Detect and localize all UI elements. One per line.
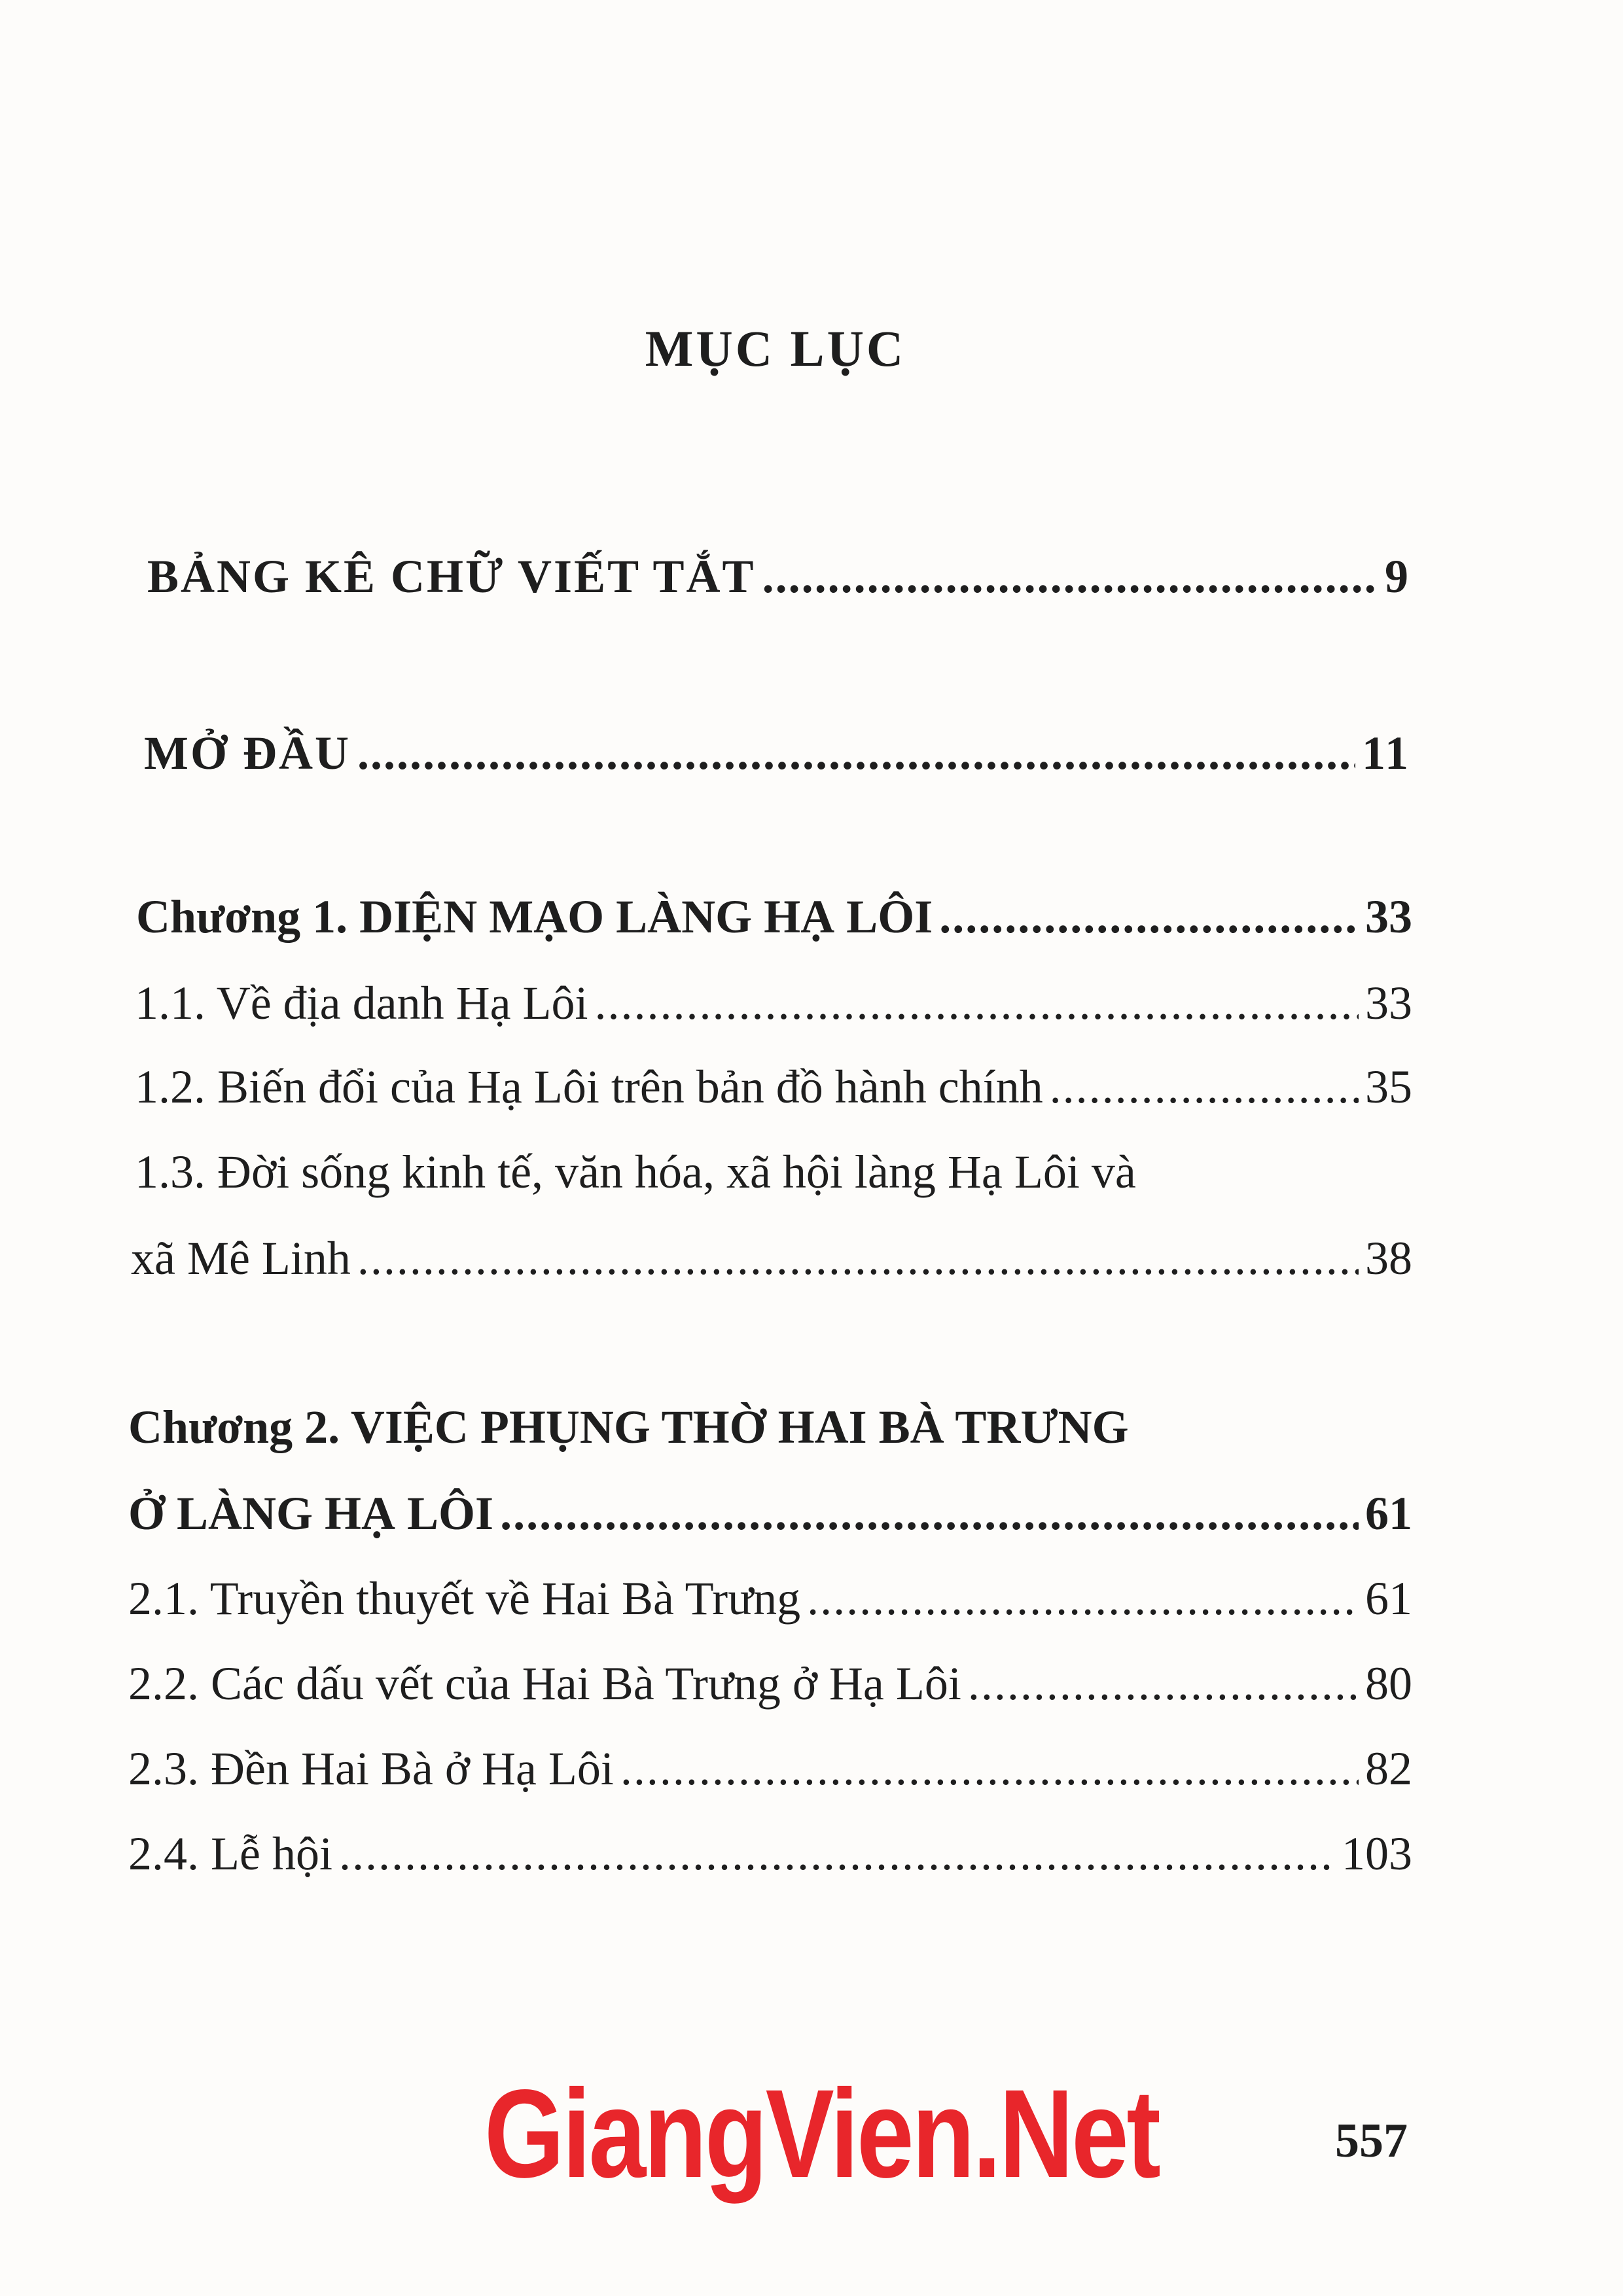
toc-entry-page: 103 <box>1342 1828 1412 1880</box>
toc-entry-page: 80 <box>1365 1657 1412 1710</box>
toc-entry-label: 1.1. Về địa danh Hạ Lôi <box>135 977 588 1029</box>
toc-entry-label: 2.4. Lễ hội <box>128 1828 332 1880</box>
toc-entry-introduction <box>144 726 1410 781</box>
toc-entry-label: MỞ ĐẦU <box>144 727 351 779</box>
toc-entry-chapter-2-line-2 <box>128 1487 1412 1541</box>
watermark: GiangVien.Net <box>484 2063 1159 2204</box>
toc-entry-page: 33 <box>1365 891 1412 943</box>
toc-dot-leader <box>762 550 1378 604</box>
toc-dot-leader <box>339 1827 1335 1881</box>
toc-entry-label: 1.3. Đời sống kinh tế, văn hóa, xã hội làng Hạ Lôi và <box>135 1146 1136 1198</box>
toc-entry-page: 82 <box>1365 1742 1412 1795</box>
toc-dot-leader <box>807 1572 1359 1626</box>
toc-dot-leader <box>357 1231 1359 1286</box>
toc-entry-label-continuation: Ở LÀNG HẠ LÔI <box>128 1487 494 1540</box>
toc-entry-section-2-2 <box>128 1657 1412 1711</box>
toc-entry-label: 2.2. Các dấu vết của Hai Bà Trưng ở Hạ Lôi <box>128 1657 961 1710</box>
toc-entry-label: 2.1. Truyền thuyết về Hai Bà Trưng <box>128 1572 801 1625</box>
toc-entry-label: BẢNG KÊ CHỮ VIẾT TẮT <box>147 550 756 603</box>
toc-dot-leader <box>620 1742 1359 1796</box>
toc-entry-section-1-3-line-1 <box>135 1145 1136 1199</box>
toc-entry-section-1-1 <box>135 976 1412 1031</box>
toc-entry-page: 38 <box>1365 1232 1412 1284</box>
toc-entry-label: Chương 2. VIỆC PHỤNG THỜ HAI BÀ TRƯNG <box>128 1401 1129 1453</box>
toc-entry-page: 11 <box>1361 727 1410 779</box>
toc-dot-leader <box>500 1487 1359 1541</box>
toc-entry-label-continuation: xã Mê Linh <box>131 1232 351 1284</box>
toc-entry-section-2-3 <box>128 1742 1412 1796</box>
toc-dot-leader <box>939 890 1359 944</box>
toc-entry-section-2-4 <box>128 1827 1412 1881</box>
toc-dot-leader <box>357 726 1355 781</box>
toc-entry-section-1-2 <box>135 1060 1412 1114</box>
toc-entry-page: 61 <box>1365 1487 1412 1540</box>
toc-entry-chapter-1 <box>136 890 1412 944</box>
toc-entry-abbreviations <box>147 550 1410 604</box>
toc-entry-page: 9 <box>1385 550 1410 603</box>
toc-entry-chapter-2-line-1 <box>128 1400 1129 1455</box>
toc-entry-label: 2.3. Đền Hai Bà ở Hạ Lôi <box>128 1742 614 1795</box>
page-title: MỤC LỤC <box>645 320 906 377</box>
toc-entry-page: 35 <box>1365 1061 1412 1113</box>
toc-entry-section-1-3-line-2 <box>131 1231 1412 1286</box>
toc-entry-label: Chương 1. DIỆN MẠO LÀNG HẠ LÔI <box>136 891 933 943</box>
toc-dot-leader <box>595 976 1359 1031</box>
page-number: 557 <box>1335 2114 1408 2168</box>
toc-dot-leader <box>1050 1060 1359 1114</box>
toc-entry-label: 1.2. Biến đổi của Hạ Lôi trên bản đồ hành chính <box>135 1061 1043 1113</box>
toc-dot-leader <box>968 1657 1359 1711</box>
toc-entry-page: 33 <box>1365 977 1412 1029</box>
toc-entry-page: 61 <box>1365 1572 1412 1625</box>
toc-entry-section-2-1 <box>128 1572 1412 1626</box>
